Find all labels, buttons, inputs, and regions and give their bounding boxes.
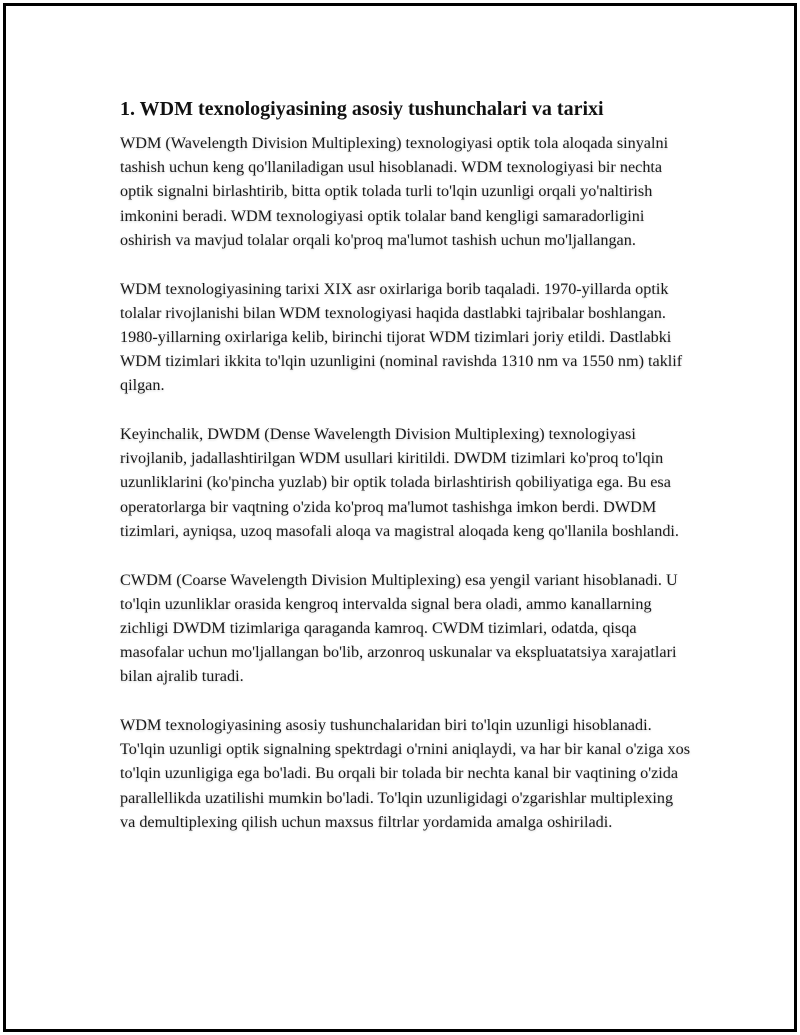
section-heading: 1. WDM texnologiyasining asosiy tushunchalari va tarixi <box>120 98 604 120</box>
document-body <box>120 96 692 834</box>
page-frame <box>3 3 797 1032</box>
paragraph-cwdm: CWDM (Coarse Wavelength Division Multiplexing) esa yengil variant hisoblanadi. U to'lqin uzunliklar orasida kengroq intervalda signal bera oladi, ammo kanallarning zichligi DWDM tizimlariga qaraganda kamroq. CWDM tizimlari, odatda, qisqa masofalar uchun mo'ljallangan bo'lib, arzonroq uskunalar va ekspluatatsiya xarajatlari bilan ajralib turadi. <box>120 570 678 686</box>
paragraph-dwdm: Keyinchalik, DWDM (Dense Wavelength Division Multiplexing) texnologiyasi rivojlanib, jadallashtirilgan WDM usullari kiritildi. DWDM tizimlari ko'proq to'lqin uzunliklarini (ko'pincha yuzlab) bir optik tolada birlashtirish qobiliyatiga ega. Bu esa operatorlarga bir vaqtning o'zida ko'proq ma'lumot tashishga imkon berdi. DWDM tizimlari, ayniqsa, uzoq masofali aloqa va magistral aloqada keng qo'llanila boshlandi. <box>120 425 679 540</box>
paragraph-wavelength: WDM texnologiyasining asosiy tushunchalaridan biri to'lqin uzunligi hisoblanadi. To'lqin uzunligi optik signalning spektrdagi o'rnini aniqlaydi, va har bir kanal o'ziga xos to'lqin uzunligiga ega bo'ladi. Bu orqali bir tolada bir nechta kanal bir vaqtining o'zida parallellikda uzatilishi mumkin bo'ladi. To'lqin uzunligidagi o'zgarishlar multiplexing va demultiplexing qilish uchun maxsus filtrlar yordamida amalga oshiriladi. <box>120 716 691 831</box>
paragraph-wdm-intro: WDM (Wavelength Division Multiplexing) texnologiyasi optik tola aloqada sinyalni tashish uchun keng qo'llaniladigan usul hisoblanadi. WDM texnologiyasi bir nechta optik signalni birlashtirib, bitta optik tolada turli to'lqin uzunligi orqali yo'naltirish imkonini beradi. WDM texnologiyasi optik tolalar band kengligi samaradorligini oshirish va mavjud tolalar orqali ko'proq ma'lumot tashish uchun mo'ljallangan. <box>120 134 669 249</box>
paragraph-wdm-history: WDM texnologiyasining tarixi XIX asr oxirlariga borib taqaladi. 1970-yillarda optik tolalar rivojlanishi bilan WDM texnologiyasi haqida dastlabki tajribalar boshlangan. 1980-yillarning oxirlariga kelib, birinchi tijorat WDM tizimlari joriy etildi. Dastlabki WDM tizimlari ikkita to'lqin uzunligini (nominal ravishda 1310 nm va 1550 nm) taklif qilgan. <box>120 279 683 395</box>
